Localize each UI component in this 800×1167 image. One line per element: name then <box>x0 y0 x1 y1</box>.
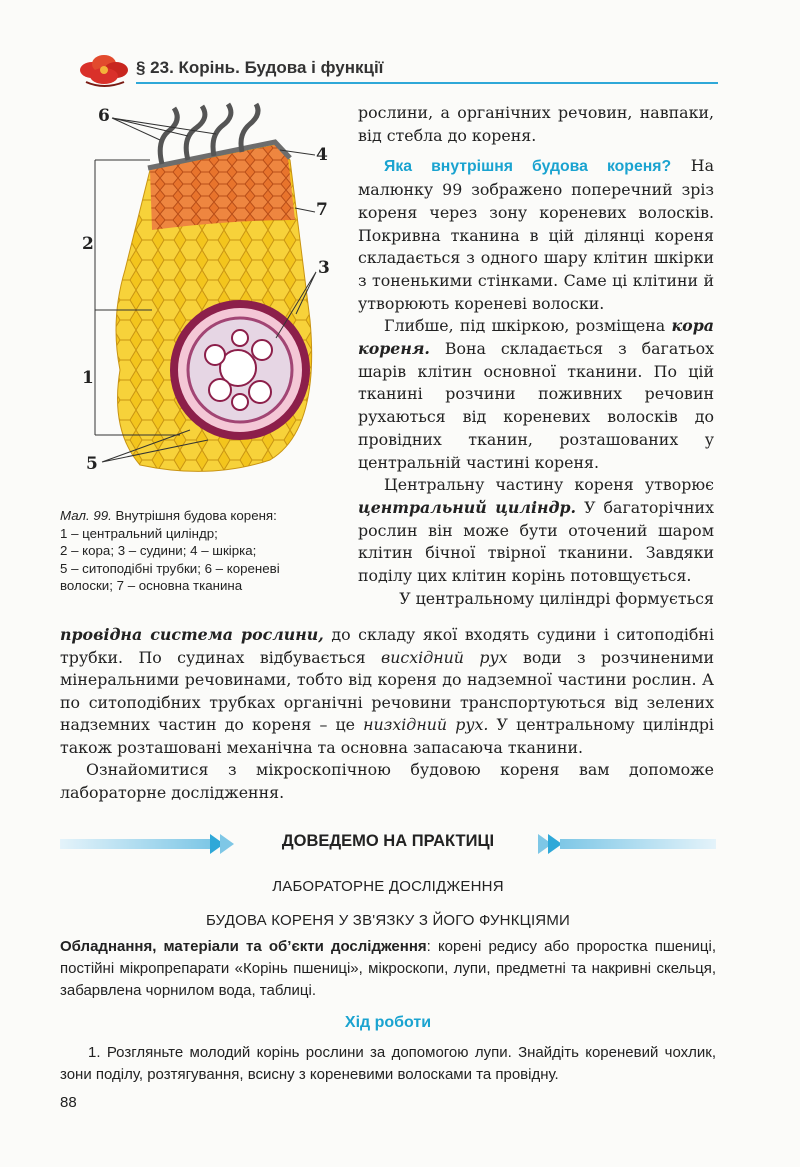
practice-banner <box>60 830 716 858</box>
callout-2: 2 <box>82 234 94 254</box>
callout-1: 1 <box>82 368 94 388</box>
right-column-text <box>358 102 714 610</box>
root-cross-section-illustration <box>70 100 350 500</box>
full-width-text <box>60 624 714 804</box>
paragraph-text: до складу якої входять судини і ситоподібні трубки. По судинах відбувається <box>60 625 715 667</box>
paragraph-text: Глибше, під шкіркою, розміщена <box>384 316 672 336</box>
page-header <box>78 50 718 90</box>
caption-line: 2 – кора; 3 – судини; 4 – шкірка; <box>60 543 257 558</box>
paragraph <box>358 315 714 474</box>
term: провідна система рослини, <box>60 625 324 644</box>
paragraph: Ознайомитися з мікроскопічною будовою кореня вам допоможе лабораторне дослідження. <box>60 760 714 802</box>
callout-4: 4 <box>316 145 328 165</box>
term: кора кореня. <box>358 316 714 359</box>
caption-line: 5 – ситоподібні трубки; 6 – кореневі <box>60 560 280 576</box>
question-heading: Яка внутрішня будова кореня? <box>384 158 672 176</box>
paragraph-text: Вона складається з багатьох шарів клітин основної тканини. По цій тканині розчини поживних речовин рухаються від кореневих волосків до провідних тканин, розташованих у центральній частині кореня. <box>358 339 714 472</box>
banner-arrow-icon <box>220 834 234 854</box>
banner-label: ДОВЕДЕМО НА ПРАКТИЦІ <box>281 832 495 850</box>
step-1: 1. Розгляньте молодий корінь рослини за допомогою лупи. Знайдіть кореневий чохлик, зони поділу, розтягування, всисну з кореневими волосками та провідну. <box>60 1044 716 1083</box>
equipment-label: Обладнання, матеріали та об’єкти дослідження <box>60 938 427 955</box>
paragraph-text: На малюнку 99 зображено поперечний зріз кореня через зону кореневих волосків. Покривна тканина в цій ділянці кореня складається з одного шару клітин шкірки з тоненькими стінками. Саме ці клітини й утворюють кореневі волоски. <box>358 156 714 313</box>
banner-band-right <box>560 839 716 849</box>
callout-5: 5 <box>86 454 98 474</box>
flower-emblem-icon <box>78 50 138 90</box>
paragraph-text: Центральну частину кореня утворює <box>384 475 714 495</box>
term: центральний циліндр. <box>358 497 577 517</box>
caption-line: волоски; 7 – основна тканина <box>60 578 243 593</box>
paragraph <box>358 155 714 315</box>
paragraph-start: У центральному циліндрі формується <box>399 588 714 608</box>
paragraph <box>60 624 714 759</box>
page-number: 88 <box>60 1094 77 1111</box>
header-rule <box>136 82 718 84</box>
callout-6: 6 <box>98 106 110 126</box>
paragraph-text: У центральному циліндрі також розташовані механічна та основна запасаюча тканини. <box>60 715 714 757</box>
callout-3: 3 <box>318 258 330 278</box>
term: висхідний рух <box>381 647 508 667</box>
caption-line: Внутрішня будова кореня: <box>111 508 277 523</box>
section-title: § 23. Корінь. Будова і функції <box>136 58 384 77</box>
paragraph-text: У багаторічних рослин він може бути оточений шаром клітин бічної твірної тканини. Завдяки поділу цих клітин корінь потовщується. <box>358 497 714 586</box>
caption-label: Мал. 99. <box>60 508 112 523</box>
callout-7: 7 <box>316 200 328 220</box>
paragraph <box>358 474 714 588</box>
banner-band-left <box>60 839 210 849</box>
paragraph-text: води з розчиненими мінеральними речовинами, тобто від кореня до надземної частини рослин. А по ситоподібних трубках органічні речовини транспортуються від зелених надземних частин до кореня – це <box>60 647 714 734</box>
equipment-paragraph <box>60 936 716 1002</box>
root-cross-section-figure <box>70 100 350 500</box>
lab-title: ЛАБОРАТОРНЕ ДОСЛІДЖЕННЯ <box>272 878 504 895</box>
lab-subtitle: БУДОВА КОРЕНЯ У ЗВ'ЯЗКУ З ЙОГО ФУНКЦІЯМИ <box>205 912 571 929</box>
figure-caption <box>60 507 350 595</box>
term: низхідний рух. <box>363 715 489 734</box>
paragraph: рослини, а органічних речовин, навпаки, від стебла до кореня. <box>358 103 714 145</box>
equipment-text: : корені редису або проростка пшениці, постійні мікропрепарати «Корінь пшениці», мікроскопи, лупи, предметні та накривні скельця, забарвлена чорнилом вода, таблиці. <box>60 938 716 999</box>
caption-line: 1 – центральний циліндр; <box>60 525 218 541</box>
work-heading: Хід роботи <box>344 1014 432 1031</box>
